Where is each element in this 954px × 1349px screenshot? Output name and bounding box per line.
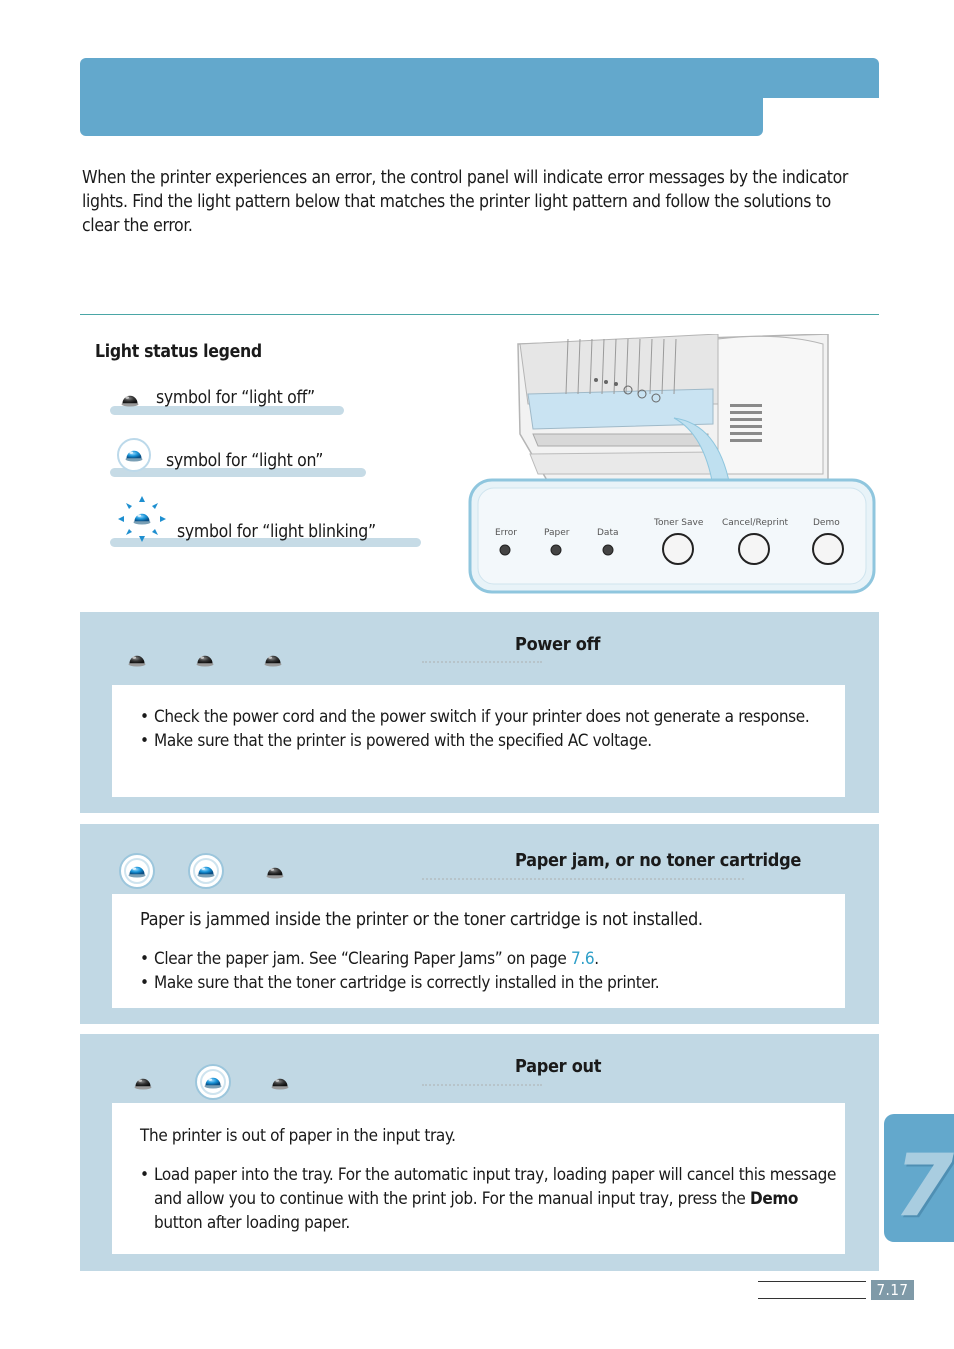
panel-error-label: Error: [495, 528, 517, 538]
paper-light-off-icon: [195, 652, 215, 667]
section-title: Paper out: [515, 1056, 602, 1077]
page-number: 7.17: [871, 1280, 914, 1300]
dotted-underline: [422, 661, 542, 663]
data-light-off-icon: [263, 652, 283, 667]
error-light-blinking-icon: [118, 852, 156, 890]
panel-toner-save-label: Toner Save: [654, 518, 704, 528]
solution-bullet: • Make sure that the printer is powered with the specified AC voltage.: [140, 729, 840, 753]
paper-light-blinking-icon: [187, 852, 225, 890]
problem-description: Paper is jammed inside the printer or the toner cartridge is not installed.: [140, 909, 703, 930]
solution-box: [112, 894, 845, 1008]
solution-bullet: • Check the power cord and the power switch if your printer does not generate a response.: [140, 705, 840, 729]
dotted-underline: [422, 1084, 542, 1086]
solution-bullet: • Load paper into the tray. For the automatic input tray, loading paper will cancel this message and allow you to continue with the print job. For the manual input tray, press the Demo button after loading paper.: [140, 1163, 840, 1235]
solution-bullet: • Make sure that the toner cartridge is correctly installed in the printer.: [140, 971, 840, 995]
data-light-off-icon: [265, 864, 285, 879]
page-link[interactable]: 7.6: [570, 949, 595, 969]
legend-on-label: symbol for “light on”: [166, 451, 324, 471]
solution-bullet: • Clear the paper jam. See “Clearing Paper Jams” on page 7.6.: [140, 947, 840, 971]
solution-text: [140, 1163, 840, 1235]
problem-description: The printer is out of paper in the input tray.: [140, 1126, 456, 1146]
section-paper-jam: [80, 824, 879, 1024]
data-light-off-icon: [270, 1075, 290, 1090]
section-paper-out: [80, 1034, 879, 1271]
panel-demo-label: Demo: [813, 518, 840, 528]
footer-line-bottom: [758, 1298, 866, 1299]
legend-blink-label: symbol for “light blinking”: [177, 522, 376, 542]
solution-box: [112, 1103, 845, 1254]
chapter-tab: [884, 1114, 954, 1242]
paper-light-blinking-icon: [194, 1063, 232, 1101]
printer-control-panel-illustration: [468, 334, 878, 596]
light-blinking-icon: [116, 494, 168, 544]
legend-title: Light status legend: [95, 342, 262, 362]
demo-button-name: Demo: [749, 1189, 799, 1209]
solution-text: [140, 947, 840, 995]
panel-paper-label: Paper: [544, 528, 570, 538]
section-title: Paper jam, or no toner cartridge: [515, 850, 802, 871]
solution-box: [112, 685, 845, 797]
legend-off-label: symbol for “light off”: [156, 388, 315, 408]
intro-paragraph: When the printer experiences an error, the control panel will indicate error messages by the indicator lights. Find the light pattern below that matches the printer light pattern and follow the solutions to clear the error.: [82, 168, 849, 236]
light-on-icon: [116, 437, 152, 473]
error-light-off-icon: [133, 1075, 153, 1090]
solution-text: [140, 705, 840, 753]
light-off-icon: [120, 392, 140, 407]
section-title: Power off: [515, 634, 601, 655]
section-power-off: [80, 612, 879, 813]
chapter-number: 7: [894, 1136, 954, 1236]
error-light-off-icon: [127, 652, 147, 667]
footer-line-top: [758, 1281, 866, 1282]
section-divider: [80, 314, 879, 315]
panel-cancel-reprint-label: Cancel/Reprint: [722, 518, 789, 528]
panel-data-label: Data: [597, 528, 619, 538]
header-banner-lower: [80, 90, 763, 136]
panel-buttons: [663, 534, 843, 564]
dotted-underline: [422, 878, 744, 880]
